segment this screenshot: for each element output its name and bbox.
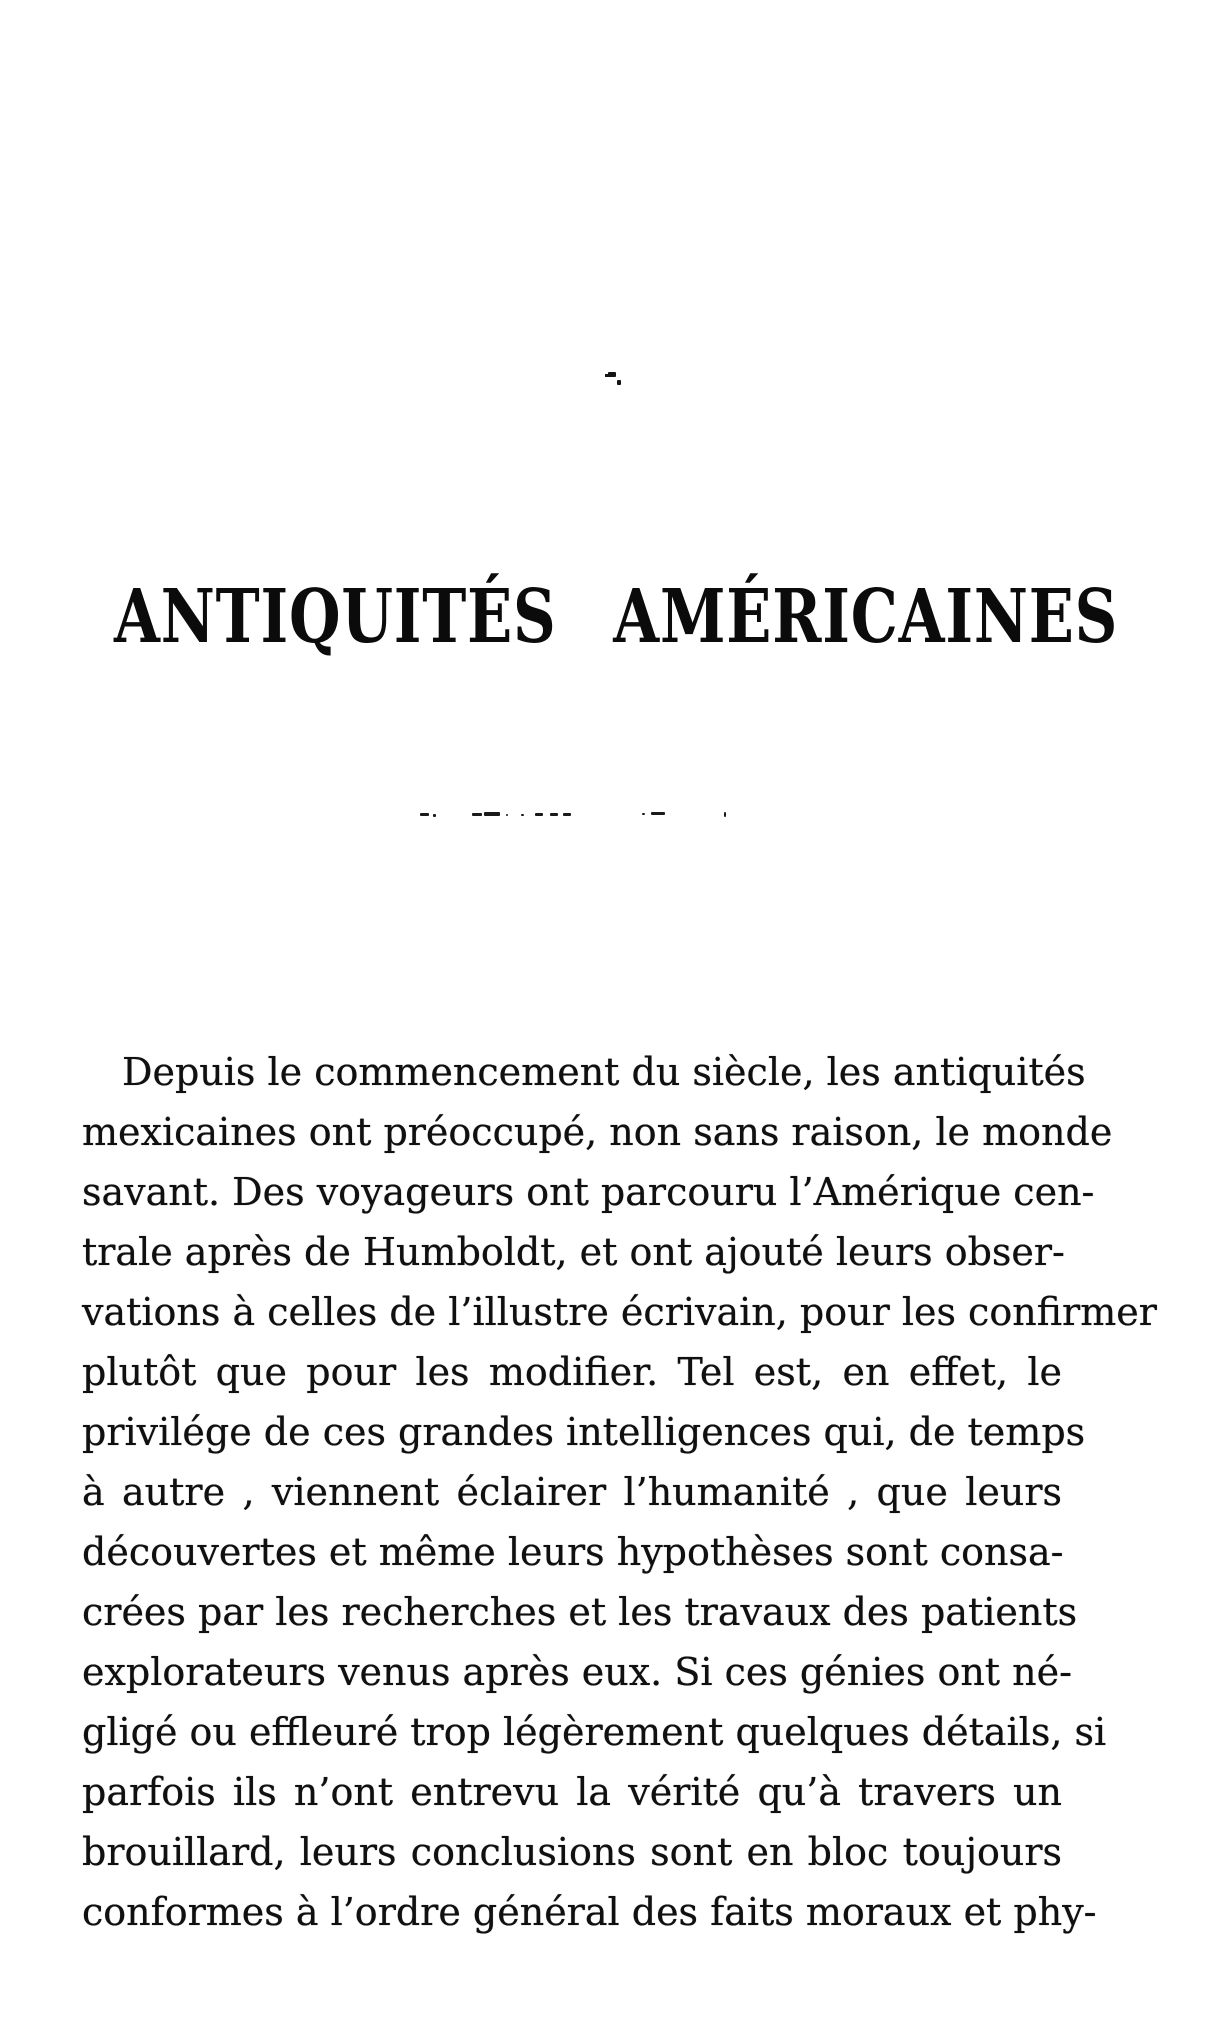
rule-dash <box>651 812 665 815</box>
rule-dash <box>724 812 726 817</box>
rule-dash <box>521 814 524 816</box>
page-title-text: ANTIQUITÉS AMÉRICAINES <box>114 574 1119 660</box>
text-line-7: privilége de ces grandes intelligences qui, de temps <box>82 1410 1086 1454</box>
rule-dash <box>642 813 645 815</box>
text-line-14: brouillard, leurs conclusions sont en bloc toujours <box>82 1830 1062 1874</box>
rule-dash <box>550 813 558 816</box>
text-line-6: plutôt que pour les modifier. Tel est, en effet, le <box>82 1350 1062 1394</box>
ink-speck <box>617 380 621 385</box>
text-line-8: à autre , viennent éclairer l’humanité , que leurs <box>82 1470 1062 1514</box>
text-line-15: conformes à l’ordre général des faits moraux et phy- <box>82 1890 1097 1934</box>
decorative-rule <box>420 811 732 819</box>
text-line-2: mexicaines ont préoccupé, non sans raison, le monde <box>82 1110 1113 1154</box>
rule-dash <box>433 814 436 817</box>
text-line-5: vations à celles de l’illustre écrivain, pour les confirmer <box>82 1290 1157 1334</box>
page-title <box>114 574 1119 660</box>
rule-dash <box>472 813 482 816</box>
rule-dash <box>506 814 508 816</box>
rule-dash <box>484 812 500 816</box>
text-line-9: découvertes et même leurs hypothèses sont consa- <box>82 1530 1064 1574</box>
rule-dash <box>563 813 571 816</box>
text-line-11: explorateurs venus après eux. Si ces génies ont né- <box>82 1650 1072 1694</box>
rule-dash <box>420 813 429 816</box>
paragraph <box>82 1042 1157 1942</box>
text-line-13: parfois ils n’ont entrevu la vérité qu’à travers un <box>82 1770 1062 1814</box>
text-line-12: gligé ou effleuré trop légèrement quelques détails, si <box>82 1710 1107 1754</box>
ink-speck <box>608 372 616 377</box>
text-line-3: savant. Des voyageurs ont parcouru l’Amérique cen- <box>82 1170 1095 1214</box>
text-line-4: trale après de Humboldt, et ont ajouté leurs obser- <box>82 1230 1065 1274</box>
rule-dash <box>535 813 543 816</box>
text-line-1: Depuis le commencement du siècle, les antiquités <box>122 1050 1086 1094</box>
text-line-10: crées par les recherches et les travaux des patients <box>82 1590 1078 1634</box>
